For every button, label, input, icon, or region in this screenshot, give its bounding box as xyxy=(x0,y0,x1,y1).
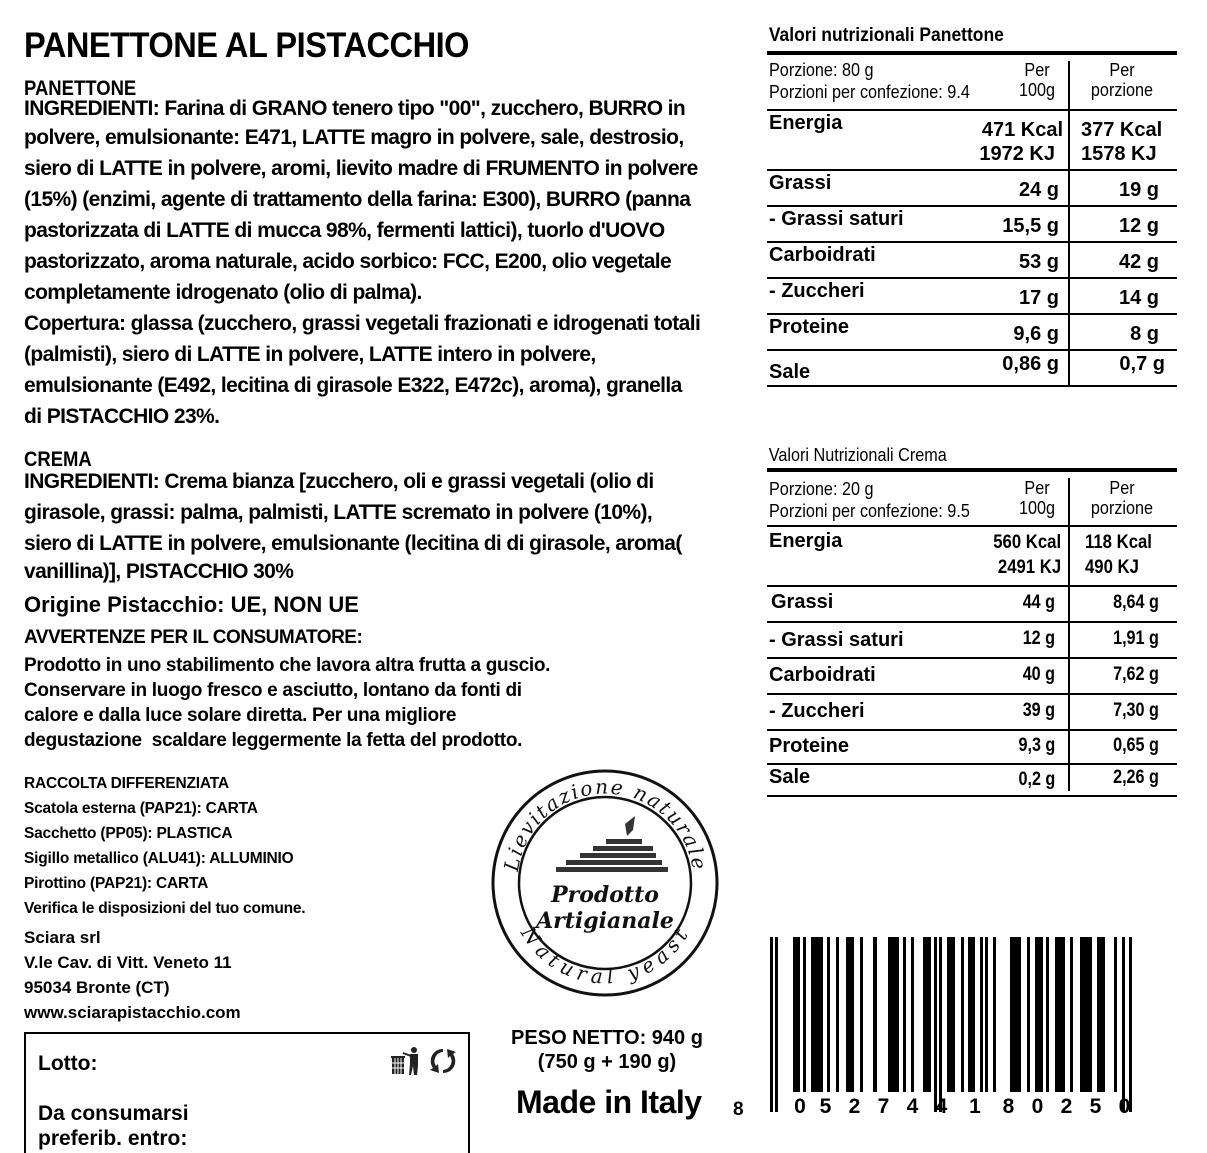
nutrition-row xyxy=(767,315,1177,351)
recycling-line: Sigillo metallico (ALU41): ALLUMINIO xyxy=(24,850,294,867)
row-label: Proteine xyxy=(769,735,850,757)
perportion-value: 42 g xyxy=(1118,251,1159,273)
company-website[interactable]: www.sciarapistacchio.com xyxy=(24,1003,241,1022)
barcode-digit: 1 xyxy=(969,1095,981,1118)
perportion-value: 0,65 g xyxy=(1113,735,1159,756)
warning-line: calore e dalla luce solare diretta. Per una migliore xyxy=(24,705,457,726)
barcode-digit: 8 xyxy=(1002,1095,1015,1118)
row-label: Grassi xyxy=(771,591,834,613)
portion-size: Porzione: 20 g xyxy=(769,479,874,499)
kj-value: 2491 KJ xyxy=(997,557,1061,578)
tidyman-bin-icon xyxy=(390,1046,422,1081)
barcode-digit: 0 xyxy=(1031,1095,1044,1118)
per100-value: 44 g xyxy=(1022,592,1055,613)
ingredients-line: vanillina)], PISTACCHIO 30% xyxy=(24,560,294,583)
expiry-line: Da consumarsi xyxy=(38,1102,189,1125)
recycling-info xyxy=(24,771,305,921)
warning-line: Conservare in luogo fresco e asciutto, lontano da fonti di xyxy=(24,680,522,701)
portion-size: Porzione: 80 g xyxy=(769,60,874,80)
nutrition-row-energy xyxy=(767,111,1177,171)
col-header-line: porzione xyxy=(1090,80,1154,100)
company-info xyxy=(24,925,241,1025)
barcode-digit: 2 xyxy=(848,1095,861,1118)
col-per100-header xyxy=(1015,60,1060,100)
ingredients-line: (palmisti), siero di LATTE in polvere, LATTE intero in polvere, xyxy=(24,343,596,366)
col-per100-header xyxy=(1015,478,1060,518)
barcode xyxy=(767,937,1167,1122)
nutrition-title: Valori Nutrizionali Crema xyxy=(768,445,947,465)
row-label: Sale xyxy=(769,766,811,788)
kcal-value: 471 Kcal xyxy=(981,119,1063,141)
nutrition-row xyxy=(767,695,1177,731)
perportion-value: 7,62 g xyxy=(1113,664,1159,685)
expiry-line: preferib. entro: xyxy=(38,1127,188,1150)
perportion-value: 1,91 g xyxy=(1113,628,1159,649)
ingredients-line: (15%) (enzimi, agente di trattamento della farina: E300), BURRO (panna xyxy=(24,188,691,211)
perportion-value: 7,30 g xyxy=(1113,700,1159,721)
row-label: Energia xyxy=(769,112,843,134)
ingredients-line: siero di LATTE in polvere, emulsionante (lecitina di di girasole, aroma( xyxy=(24,532,682,555)
nutrition-row xyxy=(767,207,1177,243)
recycling-line: Sacchetto (PP05): PLASTICA xyxy=(24,825,233,842)
net-weight-breakdown: (750 g + 190 g) xyxy=(537,1051,677,1073)
recycling-heading: RACCOLTA DIFFERENZIATA xyxy=(24,775,229,792)
per100-value: 15,5 g xyxy=(1002,215,1059,237)
col-header-line: 100g xyxy=(1018,498,1056,518)
barcode-digit: 5 xyxy=(819,1095,832,1118)
row-label: - Grassi saturi xyxy=(769,629,904,651)
col-perportion-header xyxy=(1082,478,1163,518)
row-label: Proteine xyxy=(769,316,850,338)
seal-center-line1: Prodotto xyxy=(551,882,659,908)
energy-perportion xyxy=(1085,530,1152,580)
nutrition-row xyxy=(767,279,1177,315)
per100-value: 24 g xyxy=(1018,179,1059,201)
panettone-heading: PANETTONE xyxy=(24,77,137,100)
portions-per-pack: Porzioni per confezione: 9.4 xyxy=(769,82,970,102)
per100-value: 17 g xyxy=(1018,287,1059,309)
lot-expiry-box xyxy=(24,1032,470,1153)
company-address: V.le Cav. di Vitt. Veneto 11 xyxy=(24,953,232,972)
warning-line: Prodotto in uno stabilimento che lavora altra frutta a guscio. xyxy=(24,655,551,676)
net-weight-total: PESO NETTO: 940 g xyxy=(511,1027,703,1049)
ingredients-line: di PISTACCHIO 23%. xyxy=(24,405,220,428)
col-perportion-header xyxy=(1082,60,1163,100)
perportion-value: 8 g xyxy=(1130,323,1159,345)
ingredients-line: INGREDIENTI: Crema bianza [zucchero, oli e grassi vegetali (olio di xyxy=(24,470,654,493)
nutrition-table-crema xyxy=(767,443,1177,797)
nutrition-row xyxy=(767,659,1177,695)
barcode-digits xyxy=(789,1095,1149,1119)
ingredients-line: pastorizzato, aroma naturale, acido sorbico: FCC, E200, olio vegetale xyxy=(24,250,672,273)
product-title: PANETTONE AL PISTACCHIO xyxy=(24,26,470,65)
nutrition-title: Valori nutrizionali Panettone xyxy=(768,25,1004,46)
recycling-line: Scatola esterna (PAP21): CARTA xyxy=(24,800,258,817)
crema-ingredients xyxy=(24,467,757,585)
warnings-heading: AVVERTENZE PER IL CONSUMATORE: xyxy=(24,627,363,648)
recycle-arrows-icon xyxy=(428,1046,458,1081)
per100-value: 0,86 g xyxy=(1002,353,1059,375)
barcode-digit: 0 xyxy=(1118,1095,1131,1118)
per100-value: 53 g xyxy=(1018,251,1059,273)
per100-value: 9,6 g xyxy=(1013,323,1059,345)
kcal-value: 118 Kcal xyxy=(1085,532,1152,553)
per100-value: 0,2 g xyxy=(1018,769,1055,790)
nutrition-row xyxy=(767,623,1177,659)
seal-center-line2: Artigianale xyxy=(536,908,674,934)
pistachio-origin: Origine Pistacchio: UE, NON UE xyxy=(24,592,359,617)
ingredients-line: completamente idrogenato (olio di palma). xyxy=(24,281,422,304)
kj-value: 1578 KJ xyxy=(1081,143,1157,165)
col-header-line: Per xyxy=(1109,478,1135,498)
recycling-line: Verifica le disposizioni del tuo comune. xyxy=(24,900,306,917)
portions-per-pack: Porzioni per confezione: 9.5 xyxy=(769,501,970,521)
perportion-value: 12 g xyxy=(1118,215,1159,237)
per100-value: 12 g xyxy=(1022,628,1055,649)
kcal-value: 377 Kcal xyxy=(1081,119,1163,141)
recycling-line: Pirottino (PAP21): CARTA xyxy=(24,875,209,892)
nutrition-header-row xyxy=(767,55,1177,111)
perportion-value: 8,64 g xyxy=(1113,592,1159,613)
row-label: Carboidrati xyxy=(769,664,876,686)
nutrition-header-row xyxy=(767,472,1177,527)
per100-value: 39 g xyxy=(1022,700,1055,721)
energy-per100 xyxy=(993,530,1061,580)
perportion-value: 2,26 g xyxy=(1113,767,1159,788)
nutrition-row xyxy=(767,243,1177,279)
energy-perportion xyxy=(1081,118,1162,166)
row-label: Energia xyxy=(769,530,843,552)
nutrition-row xyxy=(767,351,1177,387)
row-label: - Zuccheri xyxy=(769,280,865,302)
portion-info xyxy=(769,59,970,103)
ingredients-line: INGREDIENTI: Farina di GRANO tenero tipo "00", zucchero, BURRO in xyxy=(24,97,686,120)
perportion-value: 19 g xyxy=(1118,179,1159,201)
crema-heading: CREMA xyxy=(24,448,92,471)
ingredients-line: polvere, emulsionante: E471, LATTE magro in polvere, sale, destrosio, xyxy=(24,126,684,149)
panettone-ingredients xyxy=(24,96,757,432)
lot-label: Lotto: xyxy=(38,1052,98,1075)
expiry-label xyxy=(38,1101,189,1151)
company-name: Sciara srl xyxy=(24,928,101,947)
disposal-icons xyxy=(390,1046,458,1081)
barcode-lead-digit: 8 xyxy=(733,1099,744,1120)
kcal-value: 560 Kcal xyxy=(993,532,1061,553)
per100-value: 40 g xyxy=(1022,664,1055,685)
barcode-digit: 4 xyxy=(906,1095,919,1118)
barcode-digit: 0 xyxy=(794,1095,806,1118)
barcode-digit: 7 xyxy=(877,1095,890,1118)
col-header-line: Per xyxy=(1024,478,1050,498)
seal-top-text: Lievitazione naturale xyxy=(499,774,712,874)
seal-bottom-text: Natural yeast xyxy=(516,922,695,989)
row-label: Sale xyxy=(769,361,811,383)
kj-value: 1972 KJ xyxy=(979,143,1055,165)
ingredients-line: pastorizzata di LATTE di mucca 98%, fermenti lattici), tuorlo d'UOVO xyxy=(24,219,665,242)
col-header-line: Per xyxy=(1024,60,1050,80)
ingredients-line: girasole, grassi: palma, palmisti, LATTE scremato in polvere (10%), xyxy=(24,501,653,524)
perportion-value: 14 g xyxy=(1118,287,1159,309)
net-weight xyxy=(497,1026,717,1074)
energy-per100 xyxy=(979,118,1063,166)
nutrition-row xyxy=(767,731,1177,765)
kj-value: 490 KJ xyxy=(1085,557,1139,578)
perportion-value: 0,7 g xyxy=(1119,353,1165,375)
portion-info xyxy=(769,478,970,522)
row-label: Grassi xyxy=(769,172,832,194)
warnings-text xyxy=(24,653,664,753)
col-header-line: Per xyxy=(1109,60,1135,80)
nutrition-table-panettone xyxy=(767,24,1177,387)
ingredients-line: Copertura: glassa (zucchero, grassi vegetali frazionati e idrogenati totali xyxy=(24,312,701,335)
row-label: - Grassi saturi xyxy=(769,208,904,230)
col-header-line: 100g xyxy=(1018,80,1056,100)
ingredients-line: emulsionante (E492, lecitina di girasole E322, E472c), aroma), granella xyxy=(24,374,682,397)
row-label: Carboidrati xyxy=(769,244,876,266)
warning-line: degustazione scaldare leggermente la fetta del prodotto. xyxy=(24,730,523,751)
barcode-digit: 4 xyxy=(935,1095,948,1118)
barcode-digit: 5 xyxy=(1089,1095,1102,1118)
per100-value: 9,3 g xyxy=(1018,735,1055,756)
nutrition-row xyxy=(767,587,1177,623)
nutrition-row-energy xyxy=(767,527,1177,587)
nutrition-row xyxy=(767,171,1177,207)
made-in-italy: Made in Italy xyxy=(516,1084,702,1120)
nutrition-row xyxy=(767,765,1177,797)
volcano-icon xyxy=(556,816,668,872)
company-city: 95034 Bronte (CT) xyxy=(24,978,170,997)
row-label: - Zuccheri xyxy=(769,700,865,722)
natural-yeast-seal xyxy=(488,766,722,1000)
ingredients-line: siero di LATTE in polvere, aromi, lievito madre di FRUMENTO in polvere xyxy=(24,157,698,180)
col-header-line: porzione xyxy=(1090,498,1154,518)
barcode-digit: 2 xyxy=(1060,1095,1073,1118)
